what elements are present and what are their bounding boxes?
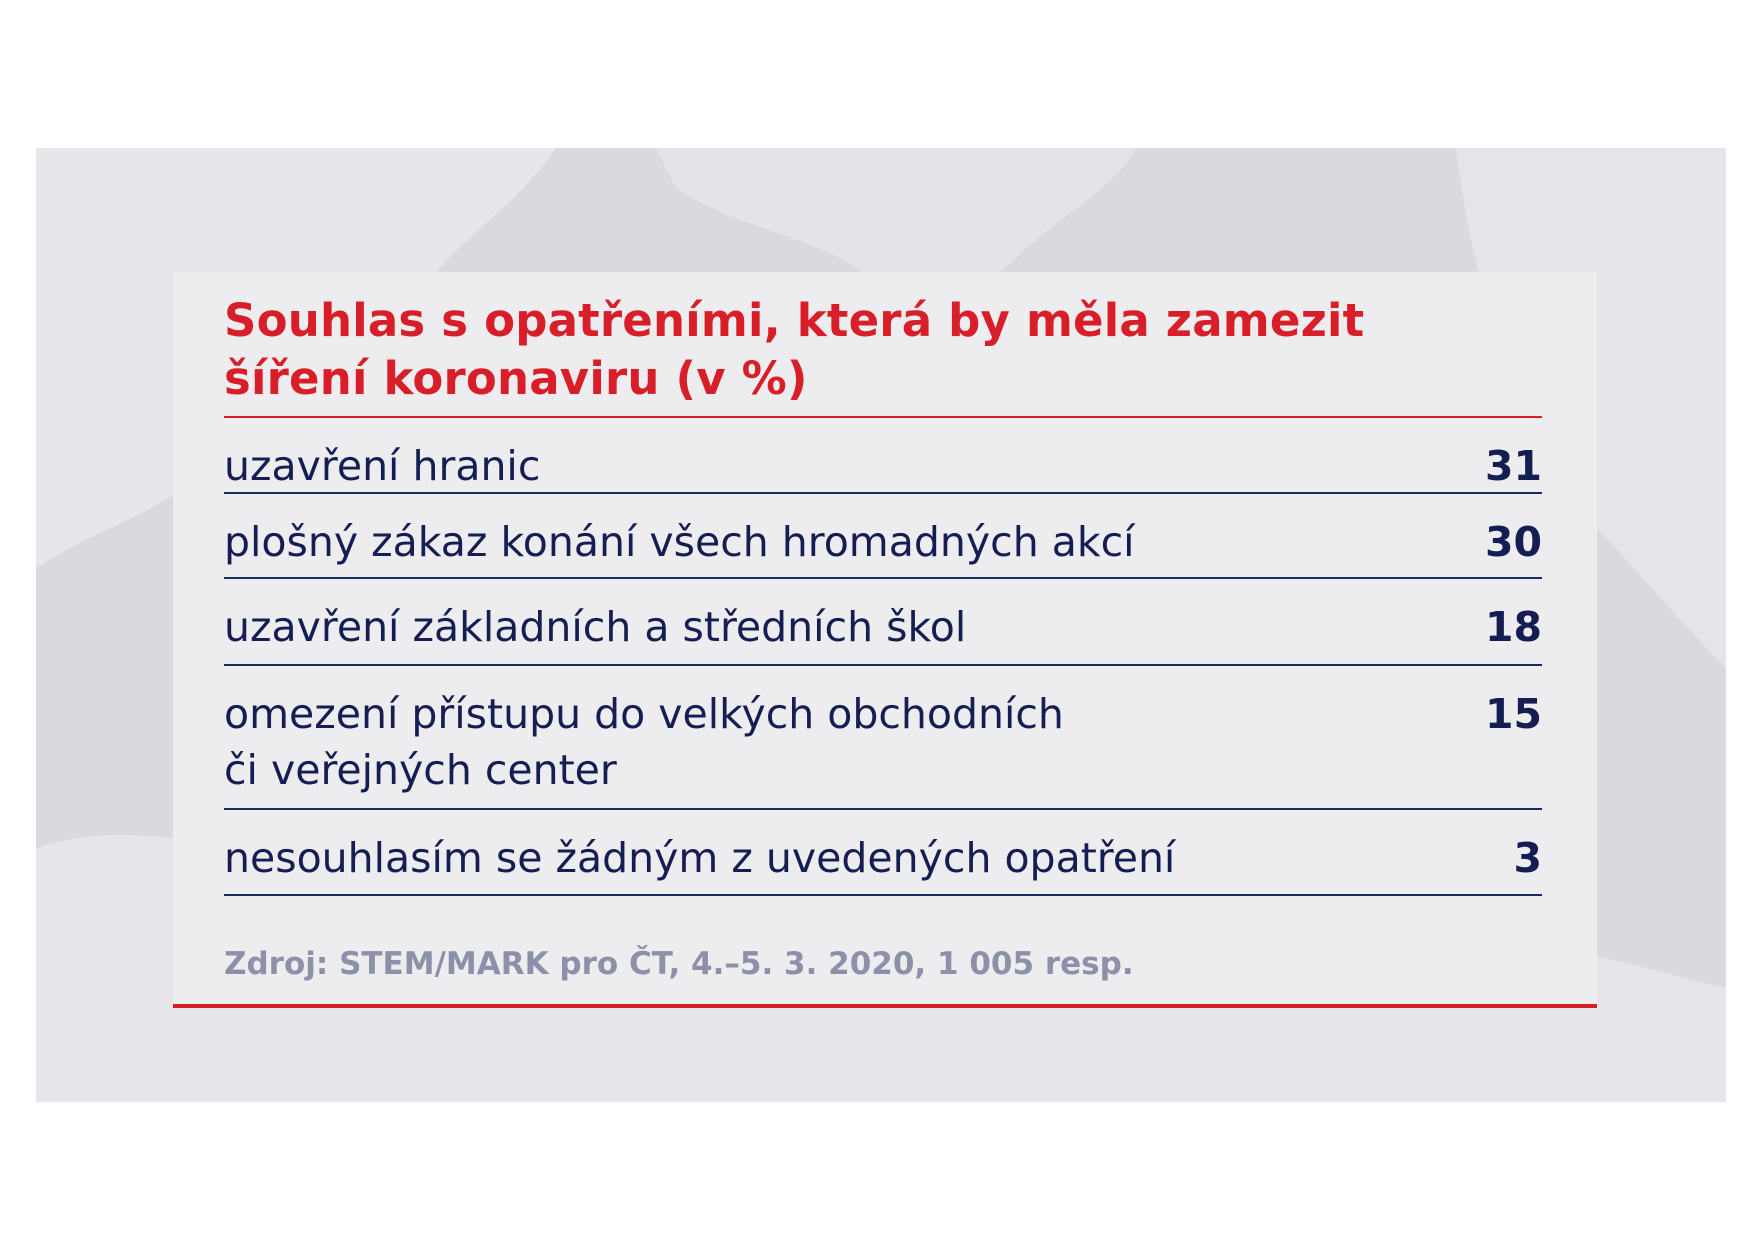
table-row — [224, 666, 1542, 810]
row-label — [224, 599, 1422, 655]
row-value: 18 — [1484, 603, 1542, 651]
row-value: 15 — [1484, 690, 1542, 738]
row-label-line: uzavření základních a středních škol — [224, 603, 967, 651]
poll-table — [224, 418, 1542, 896]
row-value: 3 — [1513, 834, 1542, 882]
row-label-line: uzavření hranic — [224, 442, 541, 490]
source-note: Zdroj: STEM/MARK pro ČT, 4.–5. 3. 2020, 1 005 resp. — [224, 946, 1134, 982]
row-label — [224, 686, 1422, 798]
chart-title — [224, 292, 1474, 408]
row-value: 30 — [1484, 518, 1542, 566]
row-label-line: omezení přístupu do velkých obchodních — [224, 690, 1064, 738]
row-label — [224, 514, 1422, 570]
table-row — [224, 418, 1542, 494]
poll-card — [173, 272, 1597, 1008]
chart-title-line: Souhlas s opatřeními, která by měla zamezit — [224, 294, 1365, 347]
table-row — [224, 579, 1542, 666]
chart-title-line: šíření koronaviru (v %) — [224, 352, 808, 405]
row-label-line: plošný zákaz konání všech hromadných akcí — [224, 518, 1135, 566]
table-row — [224, 494, 1542, 579]
table-row — [224, 810, 1542, 896]
row-label — [224, 830, 1422, 886]
row-value: 31 — [1484, 442, 1542, 490]
row-label-line: či veřejných center — [224, 746, 617, 794]
row-label-line: nesouhlasím se žádným z uvedených opatření — [224, 834, 1176, 882]
row-label — [224, 438, 1422, 494]
